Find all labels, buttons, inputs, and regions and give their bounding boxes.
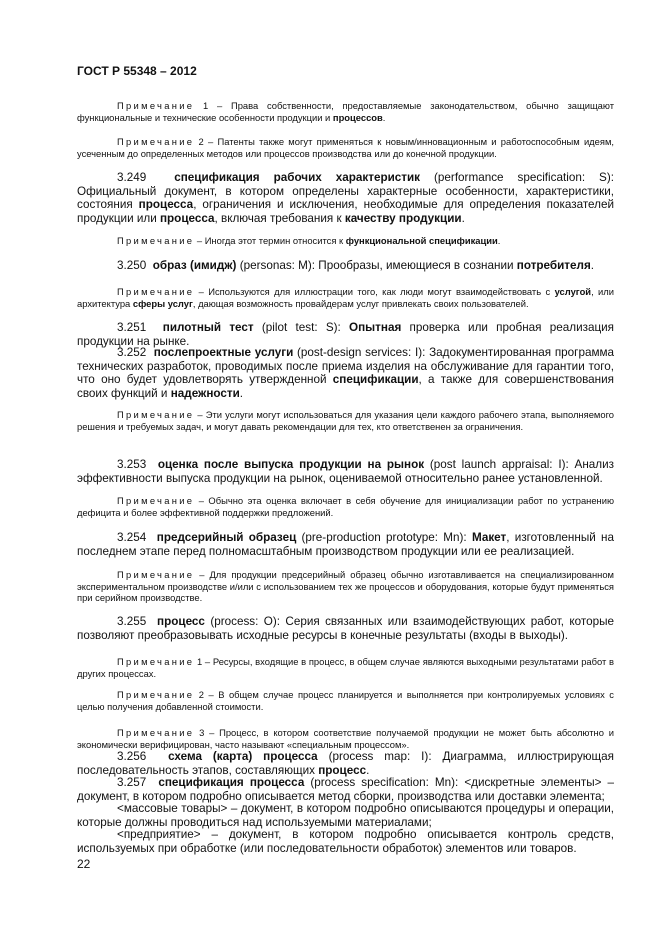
note-2: Примечание 2 – Патенты также могут применяться к новым/инновационным и работоспособным идеям, усеченным до определенных методов или процессов производства или до конечной продукции. [77, 136, 614, 159]
term-3-257: 3.257 спецификация процесса (process specification: Mn): <дискретные элементы> – документ, в котором подробно описывается метод сборки, производства или доставки элемента; [77, 776, 614, 803]
term-3-257-enterprise: <предприятие> – документ, в котором подробно описывается контроль средств, используемых при обработке (или последовательности обработок) элементов или товаров. [77, 828, 614, 855]
note-9: Примечание 2 – В общем случае процесс планируется и выполняется при контролируемых условиях с целью получения добавленной стоимости. [77, 689, 614, 712]
note-5: Примечание – Эти услуги могут использоваться для указания цели каждого рабочего этапа, выполняемого решения и требуемых задач, и могут давать рекомендации для тех, кто ответственен за ограничения. [77, 409, 614, 432]
term-3-253: 3.253 оценка после выпуска продукции на рынок (post launch appraisal: I): Анализ эффективности выпуска продукции на рынок, оцениваемой относительно ранее установленной. [77, 458, 614, 485]
note-7: Примечание – Для продукции предсерийный образец обычно изготавливается на специализированном экспериментальном производстве и/или с использованием тех же процессов и оборудования, которые будут применяться при серийном производстве. [77, 569, 614, 604]
term-3-256: 3.256 схема (карта) процесса (process map: I): Диаграмма, иллюстрирующая последовательность этапов, составляющих процесс. [77, 750, 614, 777]
page-number: 22 [77, 857, 91, 871]
note-1: Примечание 1 – Права собственности, предоставляемые законодательством, обычно защищают функциональные и технические особенности продукции и процессов. [77, 100, 614, 123]
term-3-250: 3.250 образ (имидж) (personas: M): Прообразы, имеющиеся в сознании потребителя. [117, 259, 595, 272]
term-3-249: 3.249 спецификация рабочих характеристик (performance specification: S): Официальный документ, в котором определены характерные особенности, характеристики, состояния процесса, ограничения и исключения, необходимые для определения показателей продукции или процесса, включая требования к качеству продукции. [77, 171, 614, 225]
note-3: Примечание – Иногда этот термин относится к функциональной спецификации. [117, 235, 501, 246]
term-3-255: 3.255 процесс (process: O): Серия связанных или взаимодействующих работ, которые позволяют преобразовывать исходные ресурсы в конечные результаты (входы в выходы). [77, 615, 614, 642]
term-3-252: 3.252 послепроектные услуги (post-design services: I): Задокументированная программа технических разработок, проводимых после приема изделия на обслуживание для гарантии того, что оно будет удовлетворять утвержденной спецификации, а также для совершенствования своих функций и надежности. [77, 346, 615, 400]
note-6: Примечание – Обычно эта оценка включает в себя обучение для инициализации работ по устранению дефицита и более эффективной поддержки предложений. [77, 495, 614, 518]
note-10: Примечание 3 – Процесс, в котором соответствие получаемой продукции не может быть абсолютно и экономически верифицирован, часто называют «специальным процессом». [77, 727, 614, 750]
term-3-257-bulk: <массовые товары> – документ, в котором подробно описываются процедуры и операции, которые должны проводиться над используемыми материалами; [77, 802, 614, 829]
note-4: Примечание – Используются для иллюстрации того, как люди могут взаимодействовать с услугой, или архитектура сферы услуг, дающая возможность провайдерам услуг привлекать своих пользователей. [77, 286, 615, 309]
note-8: Примечание 1 – Ресурсы, входящие в процесс, в общем случае являются выходными результатами работ в других процессах. [77, 656, 614, 679]
term-3-251: 3.251 пилотный тест (pilot test: S): Опытная проверка или пробная реализация продукции на рынке. [77, 321, 615, 348]
standard-header: ГОСТ Р 55348 – 2012 [77, 64, 197, 78]
term-3-254: 3.254 предсерийный образец (pre-production prototype: Mn): Макет, изготовленный на последнем этапе перед полномасштабным производством продукции или ее реализацией. [77, 531, 614, 558]
